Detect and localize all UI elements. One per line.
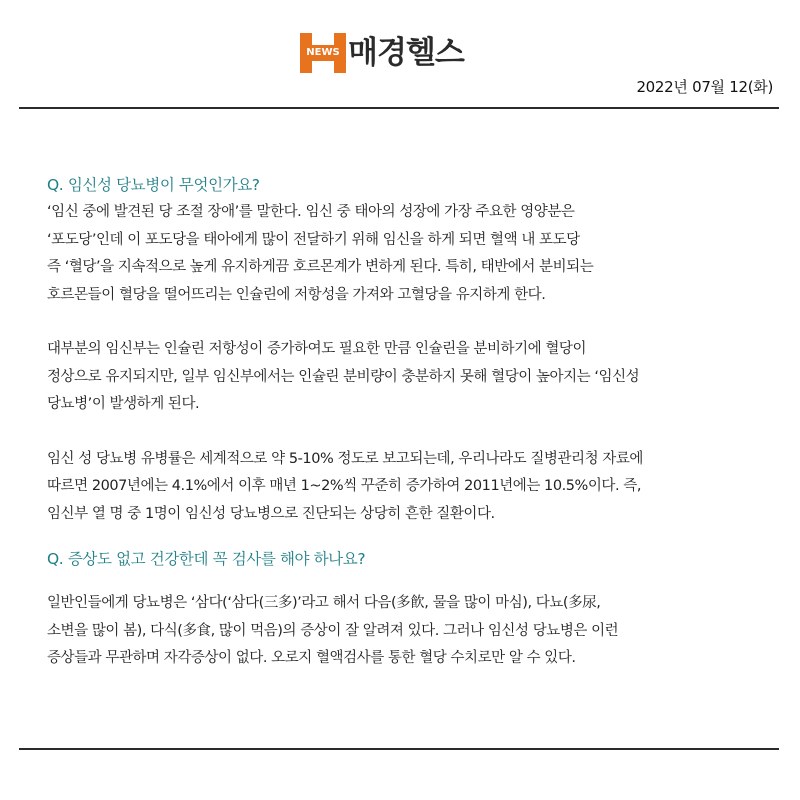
paragraph-line: 정상으로 유지되지만, 일부 임신부에서는 인슐린 분비량이 충분하지 못해 혈당이 높아지는 ‘임신성 <box>47 368 640 385</box>
top-divider <box>19 107 779 109</box>
paragraph-line: 즉 ‘혈당’을 지속적으로 높게 유지하게끔 호르몬계가 변하게 된다. 특히, 태반에서 분비되는 <box>47 259 594 275</box>
h-logo-icon <box>300 33 346 73</box>
paragraph-line: ‘포도당’인데 이 포도당을 태아에게 많이 전달하기 위해 임신을 하게 되면 혈액 내 포도당 <box>47 231 580 248</box>
paragraph-line: 대부분의 임신부는 인슐린 저항성이 증가하여도 필요한 만큼 인슐린을 분비하기에 혈당이 <box>47 341 587 357</box>
paragraph-line: 호르몬들이 혈당을 떨어뜨리는 인슐린에 저항성을 가져와 고혈당을 유지하게 한다. <box>47 286 546 303</box>
paragraph-line: 따르면 2007년에는 4.1%에서 이후 매년 1~2%씩 꾸준히 증가하여 2011년에는 10.5%이다. 즉, <box>47 478 642 494</box>
paragraph-spacer <box>47 573 767 590</box>
logo[interactable] <box>300 33 464 73</box>
publish-date: 2022년 07월 12(화) <box>636 78 773 96</box>
bottom-divider <box>19 748 779 750</box>
paragraph-spacer <box>47 528 767 545</box>
paragraph-line: 임신 성 당뇨병 유병률은 세계적으로 약 5-10% 정도로 보고되는데, 우리나라도 질병관리청 자료에 <box>47 450 643 467</box>
header <box>0 0 800 112</box>
article-body <box>47 171 767 673</box>
paragraph-line: 증상들과 무관하며 자각증상이 없다. 오로지 혈액검사를 통한 혈당 수치로만 알 수 있다. <box>47 650 576 666</box>
question-heading: Q. 증상도 없고 건강한데 꼭 검사를 해야 하나요? <box>47 550 366 568</box>
paragraph-spacer <box>47 309 767 336</box>
paragraph-line: 당뇨병’이 발생하게 된다. <box>47 396 200 412</box>
paragraph-line: 일반인들에게 당뇨병은 ‘삼다(‘삼다(三多)’라고 해서 다음(多飮, 물을 많이 마심), 다뇨(多尿, <box>47 595 601 611</box>
logo-text: 매경헬스 <box>348 35 464 71</box>
paragraph-line: ‘임신 중에 발견된 당 조절 장애’를 말한다. 임신 중 태아의 성장에 가장 주요한 영양분은 <box>47 204 575 220</box>
paragraph-line: 임신부 열 명 중 1명이 임신성 당뇨병으로 진단되는 상당히 흔한 질환이다. <box>47 505 495 522</box>
question-heading: Q. 임신성 당뇨병이 무엇인가요? <box>47 176 260 194</box>
logo-badge: NEWS <box>306 47 340 58</box>
paragraph-line: 소변을 많이 봄), 다식(多食, 많이 먹음)의 증상이 잘 알려져 있다. 그러나 임신성 당뇨병은 이런 <box>47 622 619 639</box>
paragraph-spacer <box>47 419 767 446</box>
